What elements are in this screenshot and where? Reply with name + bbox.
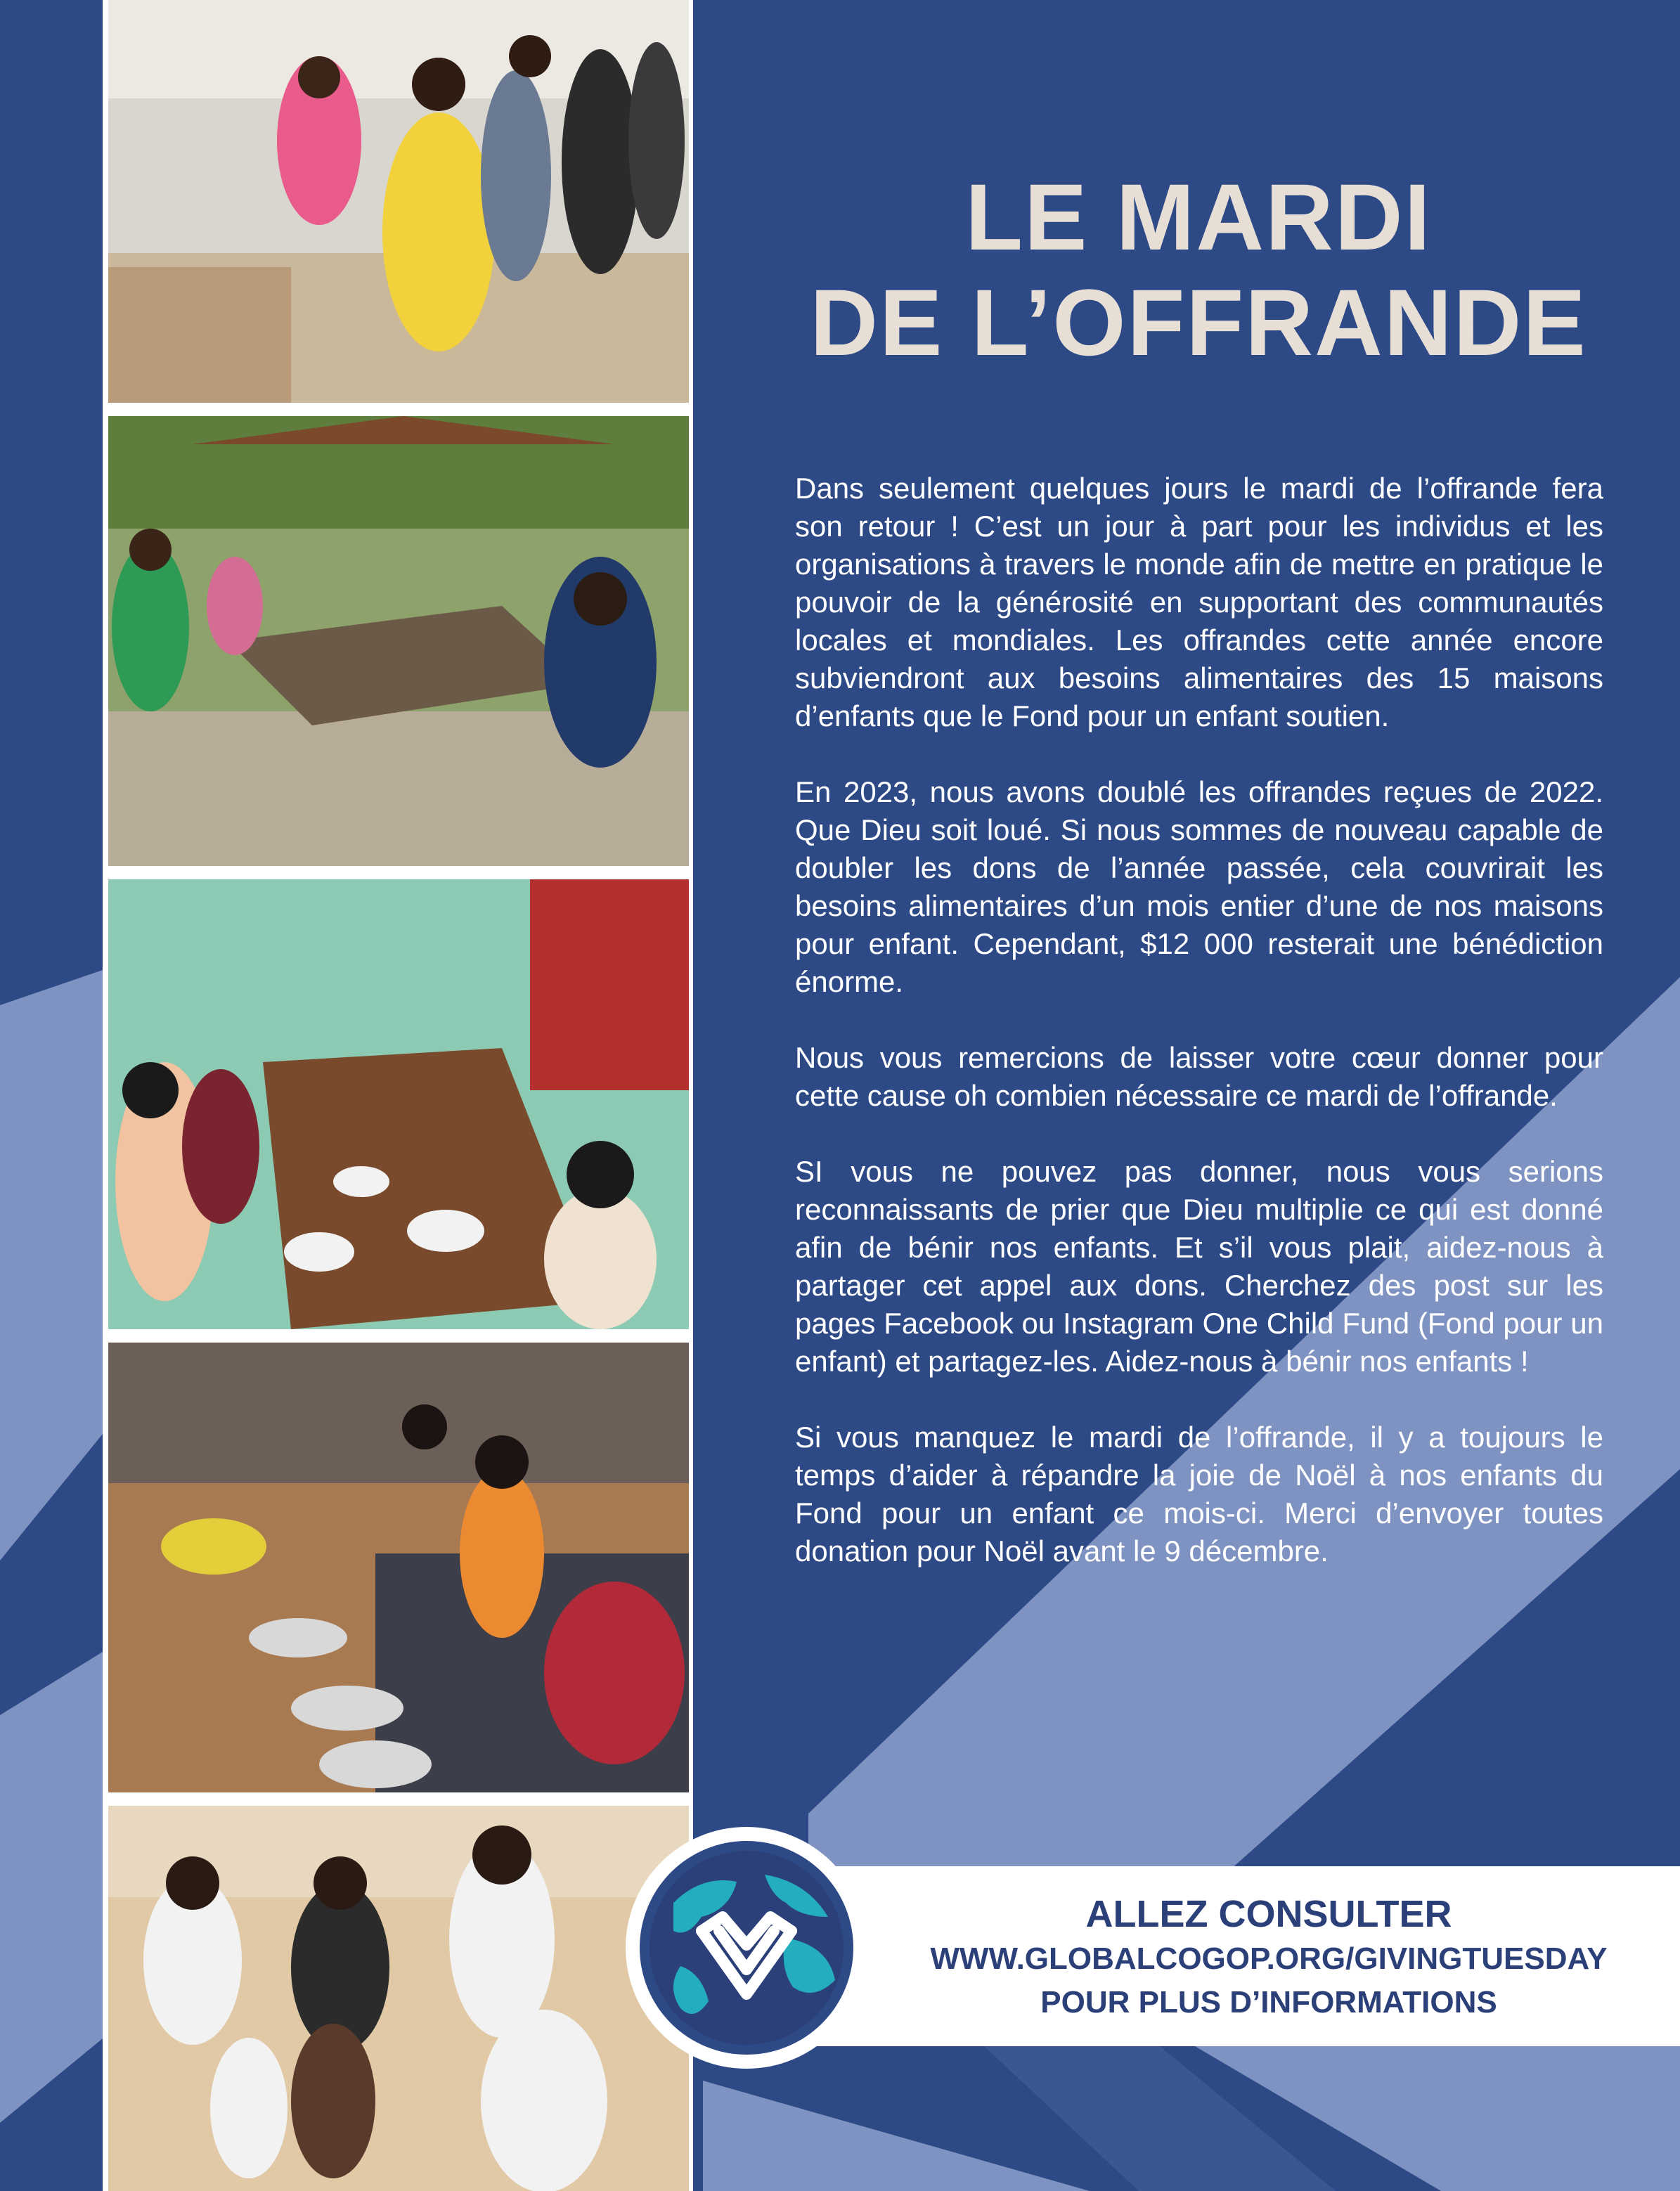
paragraph-1: Dans seulement quelques jours le mardi de l’offrande fera son retour ! C’est un jour à part pour les individus et les organisations à travers le monde afin de mettre en pratique le pouvoir de la générosité en supportant des communautés locales et mondiales. Les offrandes cette année encore subviendront aux besoins alimentaires des 15 maisons d’enfants que le Fond pour un enfant soutien. xyxy=(795,472,1603,732)
paragraph-5: Si vous manquez le mardi de l’offrande, il y a toujours le temps d’aider à répandre la joie de Noël à nos enfants du Fond pour un enfant ce mois-ci. Merci d’envoyer toutes donation pour Noël avant le 9 décembre. xyxy=(795,1421,1603,1568)
photo-column xyxy=(103,0,693,2191)
paragraph-3: Nous vous remercions de laisser votre cœur donner pour cette cause oh combien nécessaire ce mardi de l’offrande. xyxy=(795,1041,1603,1112)
photo-children-eating-together xyxy=(108,1806,689,2191)
photo-children-serving-line xyxy=(108,0,689,403)
photo-children-outdoor-table xyxy=(108,416,689,866)
title-line-1: LE MARDI xyxy=(965,165,1432,270)
title-line-2: DE L’OFFRANDE xyxy=(810,271,1587,375)
photo-children-floor-meal xyxy=(108,1343,689,1792)
cta-subtext: POUR PLUS D’INFORMATIONS xyxy=(1040,1985,1497,2019)
globe-heart-icon xyxy=(624,1825,869,2070)
paragraph-4: SI vous ne pouvez pas donner, nous vous serions reconnaissants de prier que Dieu multiplie ce qui est donné afin de bénir nos enfants. Et s’il vous plait, aidez-nous à partager cet appel aux dons. Cherchez des post sur les pages Facebook ou Instagram One Child Fund (Fond pour un enfant) et partagez-les. Aidez-nous à bénir nos enfants ! xyxy=(795,1155,1603,1378)
cta-heading: ALLEZ CONSULTER xyxy=(1085,1893,1452,1935)
page-title xyxy=(731,165,1666,376)
body-text xyxy=(795,470,1603,1608)
photo-children-indoor-meal xyxy=(108,879,689,1329)
cta-url-link[interactable]: WWW.GLOBALCOGOP.ORG/GIVINGTUESDAY xyxy=(930,1941,1608,1976)
paragraph-2: En 2023, nous avons doublé les offrandes reçues de 2022. Que Dieu soit loué. Si nous sommes de nouveau capable de doubler les dons de l’année passée, cela couvrirait les besoins alimentaires d’un mois entier d’une de nos maisons pour enfant. Cependant, $12 000 resterait une bénédiction énorme. xyxy=(795,775,1603,998)
cta-text xyxy=(872,1891,1666,2024)
